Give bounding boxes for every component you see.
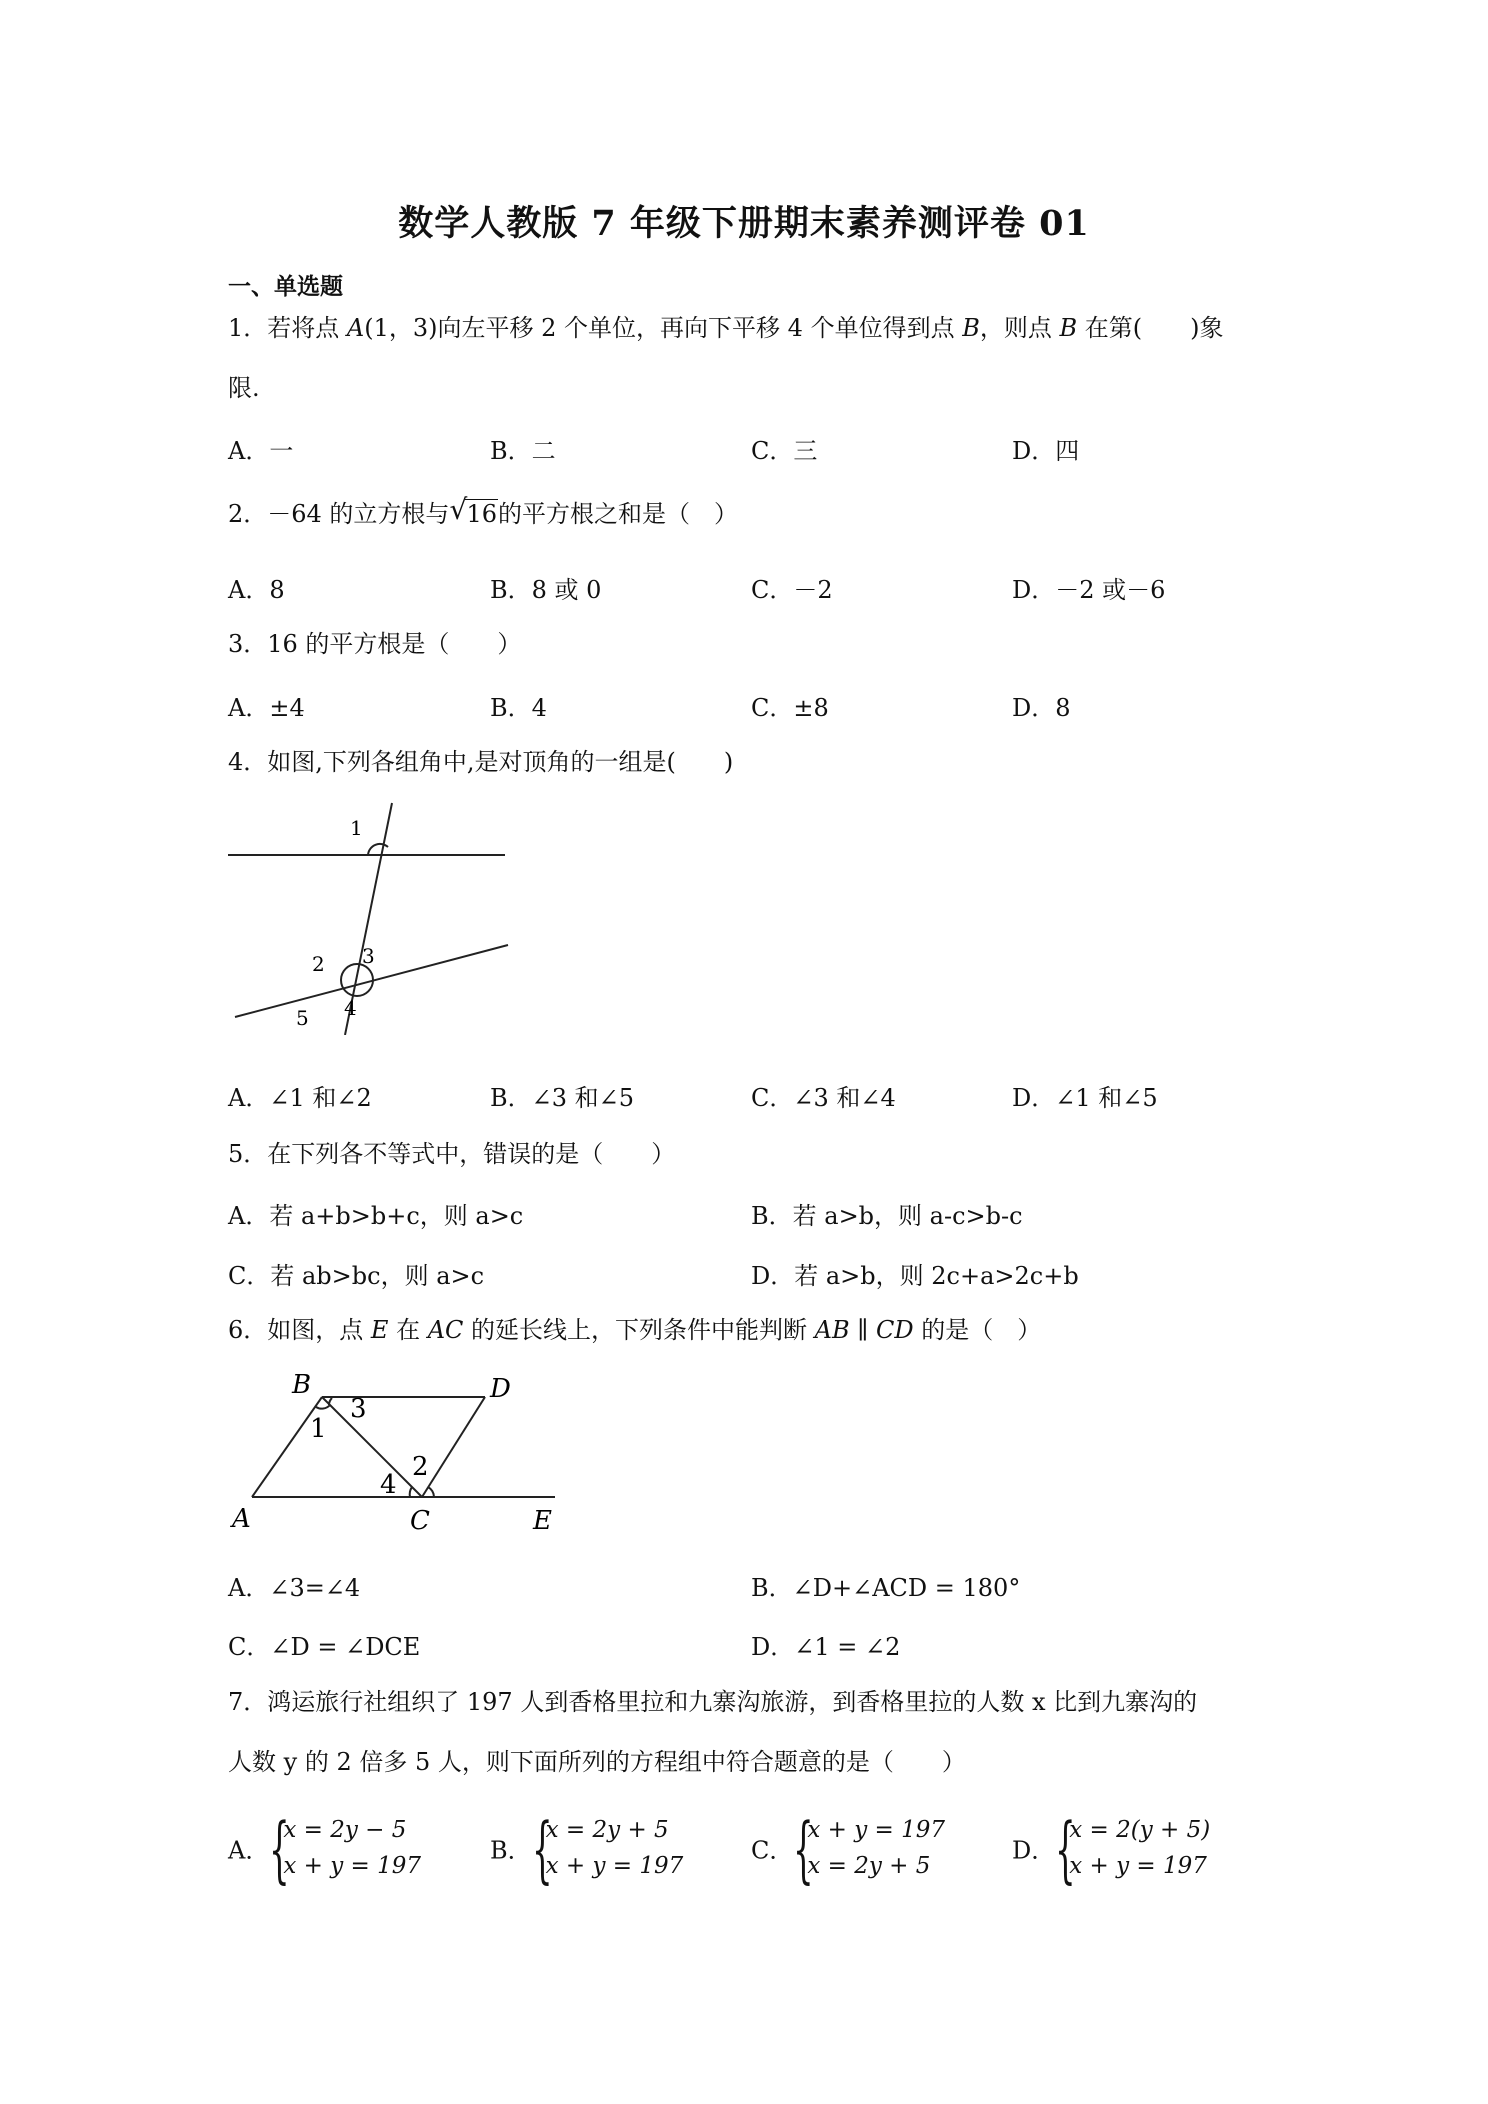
q6-figure bbox=[220, 1365, 580, 1540]
q4-option-c: C．∠3 和∠4 bbox=[751, 1084, 896, 1112]
q4-label-2: 2 bbox=[312, 952, 325, 976]
q1-option-a: A．一 bbox=[228, 437, 294, 465]
q6-label-3: 3 bbox=[350, 1394, 367, 1424]
q3-option-c: C．±8 bbox=[751, 694, 829, 722]
q6-parallel-sign: ∥ bbox=[849, 1316, 876, 1344]
q6-angle-4-arc bbox=[410, 1487, 412, 1497]
q1-text-d: 在第( )象 bbox=[1077, 314, 1224, 342]
q2-text-b: 的平方根之和是（ ） bbox=[497, 500, 738, 528]
q2-option-b: B．8 或 0 bbox=[490, 576, 602, 604]
q6-angle-3-arc bbox=[329, 1398, 332, 1405]
question-2 bbox=[228, 493, 738, 530]
q4-label-5: 5 bbox=[296, 1006, 309, 1030]
q1-text-a: 1．若将点 bbox=[228, 314, 347, 342]
q7-option-d-system: { x = 2(y + 5) x + y = 197 bbox=[1055, 1807, 1211, 1891]
q6-segment-cd-line bbox=[422, 1397, 485, 1497]
q6-label-2: 2 bbox=[412, 1452, 429, 1482]
q5-option-c: C．若 ab>bc，则 a>c bbox=[228, 1262, 485, 1290]
q7-option-b-label: B． bbox=[490, 1836, 532, 1865]
q2-radicand: 16 bbox=[466, 500, 497, 528]
q6-label-c: C bbox=[410, 1506, 430, 1536]
q6-label-a: A bbox=[232, 1504, 251, 1534]
q6-segment-ab-line bbox=[252, 1397, 322, 1497]
q1-option-c: C．三 bbox=[751, 437, 818, 465]
q6-label-e: E bbox=[533, 1506, 552, 1536]
section-heading: 一、单选题 bbox=[228, 273, 343, 300]
question-1 bbox=[228, 312, 1223, 344]
question-4: 4．如图,下列各组角中,是对顶角的一组是( ) bbox=[228, 748, 734, 776]
question-5: 5．在下列各不等式中，错误的是（ ） bbox=[228, 1140, 676, 1168]
q7-option-c-eq2: x = 2y + 5 bbox=[807, 1853, 931, 1879]
q1-point-c: B bbox=[1059, 314, 1078, 342]
q6-label-1: 1 bbox=[310, 1414, 327, 1444]
q2-option-d: D．－2 或－6 bbox=[1012, 576, 1166, 604]
q6-segment-bc-line bbox=[322, 1397, 422, 1497]
q7-option-c bbox=[751, 1807, 946, 1891]
q6-angle-2-arc bbox=[428, 1487, 434, 1497]
q6-text-d: 的是（ ） bbox=[913, 1316, 1042, 1344]
q7-option-a-system: { x = 2y − 5 x + y = 197 bbox=[269, 1807, 421, 1891]
q3-option-a: A．±4 bbox=[228, 694, 305, 722]
q6-segment-cd: CD bbox=[875, 1316, 914, 1344]
q4-label-4: 4 bbox=[344, 996, 357, 1020]
q5-option-b: B．若 a>b，则 a-c>b-c bbox=[751, 1202, 1023, 1230]
q4-figure bbox=[220, 795, 520, 1035]
q7-option-d bbox=[1012, 1807, 1211, 1891]
page-title: 数学人教版 7 年级下册期末素养测评卷 01 bbox=[398, 203, 1090, 244]
q7-option-c-label: C． bbox=[751, 1836, 794, 1865]
q5-option-a: A．若 a+b>b+c，则 a>c bbox=[228, 1202, 524, 1230]
q2-option-a: A．8 bbox=[228, 576, 285, 604]
q6-point-e: E bbox=[370, 1316, 389, 1344]
q7-option-b bbox=[490, 1807, 684, 1891]
q7-option-d-label: D． bbox=[1012, 1836, 1056, 1865]
q6-option-b: B．∠D+∠ACD = 180° bbox=[751, 1574, 1021, 1602]
q7-option-c-eq1: x + y = 197 bbox=[807, 1817, 946, 1843]
question-3: 3．16 的平方根是（ ） bbox=[228, 630, 522, 658]
q6-label-b: B bbox=[292, 1370, 312, 1400]
q7-option-d-eq2: x + y = 197 bbox=[1069, 1853, 1207, 1879]
q7-option-a-eq2: x + y = 197 bbox=[283, 1853, 421, 1879]
q6-text-b: 在 bbox=[388, 1316, 428, 1344]
q6-text-c: 的延长线上，下列条件中能判断 bbox=[463, 1316, 815, 1344]
q1-option-b: B．二 bbox=[490, 437, 556, 465]
q7-option-a-label: A． bbox=[228, 1836, 270, 1865]
q4-angle-1-arc bbox=[368, 844, 388, 855]
q1-text-b: (1，3)向左平移 2 个单位，再向下平移 4 个单位得到点 bbox=[364, 314, 963, 342]
q1-option-d: D．四 bbox=[1012, 437, 1080, 465]
q2-text-a: 2．－64 的立方根与 bbox=[228, 500, 450, 528]
q3-option-b: B．4 bbox=[490, 694, 547, 722]
q7-option-b-eq1: x = 2y + 5 bbox=[545, 1817, 669, 1843]
q2-option-c: C．－2 bbox=[751, 576, 833, 604]
q7-option-a-eq1: x = 2y − 5 bbox=[283, 1817, 407, 1843]
q6-label-d: D bbox=[490, 1374, 511, 1404]
q7-option-b-system: { x = 2y + 5 x + y = 197 bbox=[531, 1807, 684, 1891]
q6-option-c: C．∠D = ∠DCE bbox=[228, 1633, 421, 1661]
q5-option-d: D．若 a>b，则 2c+a>2c+b bbox=[751, 1262, 1079, 1290]
q1-point-b: B bbox=[962, 314, 980, 342]
q7-option-d-eq1: x = 2(y + 5) bbox=[1069, 1817, 1211, 1843]
q3-option-d: D．8 bbox=[1012, 694, 1071, 722]
sqrt-symbol: √ 16 bbox=[449, 493, 497, 528]
q6-option-a: A．∠3=∠4 bbox=[228, 1574, 361, 1602]
q4-label-1: 1 bbox=[350, 816, 363, 840]
q4-option-b: B．∠3 和∠5 bbox=[490, 1084, 635, 1112]
q6-segment-ac: AC bbox=[427, 1316, 464, 1344]
q6-label-4: 4 bbox=[380, 1470, 397, 1500]
q6-segment-ab: AB bbox=[814, 1316, 850, 1344]
q4-label-3: 3 bbox=[362, 944, 375, 968]
q6-text-a: 6．如图，点 bbox=[228, 1316, 371, 1344]
q1-line-2: 限. bbox=[228, 374, 260, 402]
q6-angle-1-arc bbox=[316, 1405, 330, 1409]
q4-option-d: D．∠1 和∠5 bbox=[1012, 1084, 1158, 1112]
q6-option-d: D．∠1 = ∠2 bbox=[751, 1633, 901, 1661]
q7-option-c-system: { x + y = 197 x = 2y + 5 bbox=[793, 1807, 946, 1891]
question-7-line-2: 人数 y 的 2 倍多 5 人，则下面所列的方程组中符合题意的是（ ） bbox=[228, 1748, 966, 1776]
q1-text-c: ，则点 bbox=[979, 314, 1060, 342]
q4-option-a: A．∠1 和∠2 bbox=[228, 1084, 372, 1112]
q7-option-a bbox=[228, 1807, 421, 1891]
q7-option-b-eq2: x + y = 197 bbox=[545, 1853, 684, 1879]
question-7-line-1: 7．鸿运旅行社组织了 197 人到香格里拉和九寨沟旅游，到香格里拉的人数 x 比到九寨沟的 bbox=[228, 1688, 1198, 1716]
q1-point-a: A bbox=[346, 314, 365, 342]
question-6 bbox=[228, 1314, 1041, 1346]
